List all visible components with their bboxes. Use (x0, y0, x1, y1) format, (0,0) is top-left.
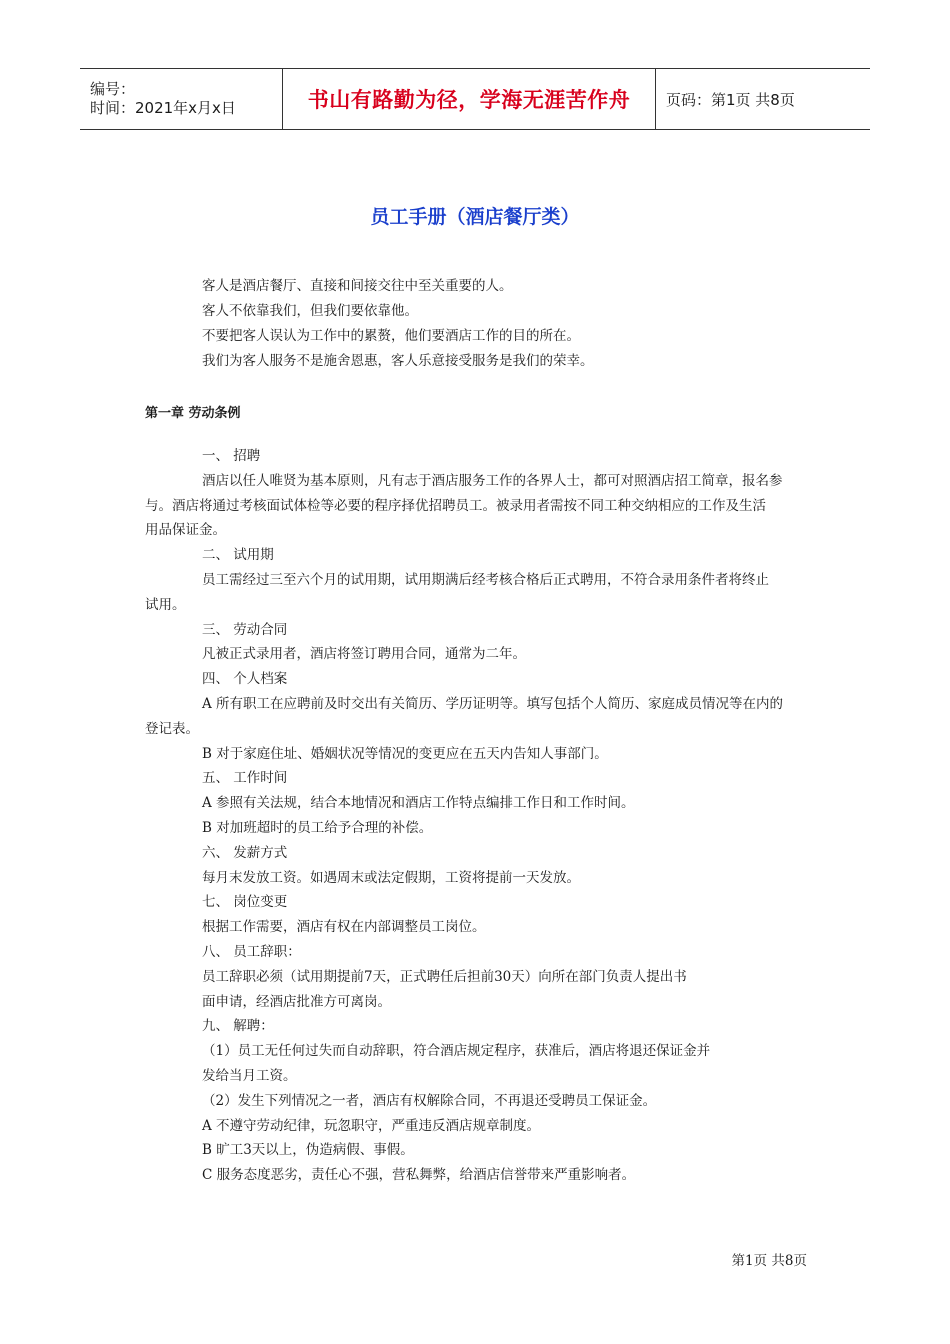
body-line: A 所有职工在应聘前及时交出有关简历、学历证明等。填写包括个人简历、家庭成员情况等在内的 (202, 695, 784, 712)
chapter-heading: 第一章 劳动条例 (145, 406, 241, 421)
body-line: 面申请，经酒店批准方可离岗。 (202, 993, 391, 1010)
body-line: 发给当月工资。 (202, 1067, 297, 1084)
header-page-info: 页码：第1页 共8页 (666, 90, 795, 109)
body-line: 员工需经过三至六个月的试用期，试用期满后经考核合格后正式聘用，不符合录用条件者将终止 (202, 571, 769, 588)
section-heading: 六、 发薪方式 (202, 844, 288, 861)
intro-section (202, 276, 594, 376)
section-heading: 九、 解聘： (202, 1018, 274, 1035)
body-line: 根据工作需要，酒店有权在内部调整员工岗位。 (202, 919, 486, 936)
body-line: B 旷工3天以上，伪造病假、事假。 (202, 1142, 414, 1159)
section-heading: 一、 招聘 (202, 448, 261, 464)
section-heading: 五、 工作时间 (202, 770, 288, 787)
page-header (80, 68, 870, 130)
document-title: 员工手册（酒店餐厅类） (370, 206, 580, 228)
page-footer: 第1页 共8页 (731, 1253, 807, 1269)
number-label: 编号： (90, 80, 136, 98)
section-heading: 八、 员工辞职： (202, 943, 301, 960)
body-line: 用品保证金。 (145, 522, 226, 539)
section-heading: 七、 岗位变更 (202, 894, 288, 911)
body-line: 登记表。 (145, 720, 199, 737)
chapter-body (145, 446, 810, 1190)
body-line: 凡被正式录用者，酒店将签订聘用合同，通常为二年。 (202, 646, 526, 663)
body-line: （1）员工无任何过失而自动辞职，符合酒店规定程序，获准后，酒店将退还保证金并 (202, 1043, 711, 1060)
section-heading: 二、 试用期 (202, 547, 274, 564)
body-line: 试用。 (145, 596, 186, 613)
body-line: 员工辞职必须（试用期提前7天，正式聘任后担前30天）向所在部门负责人提出书 (202, 968, 687, 985)
body-line: A 参照有关法规，结合本地情况和酒店工作特点编排工作日和工作时间。 (202, 795, 635, 812)
body-line: 酒店以任人唯贤为基本原则，凡有志于酒店服务工作的各界人士，都可对照酒店招工简章，报名参 (202, 472, 783, 489)
time-label: 时间：2021年x月x日 (90, 99, 236, 117)
section-heading: 三、 劳动合同 (202, 621, 288, 638)
section-heading: 四、 个人档案 (202, 671, 288, 688)
intro-line: 客人不依靠我们，但我们要依靠他。 (202, 303, 418, 319)
body-line: （2）发生下列情况之一者，酒店有权解除合同，不再退还受聘员工保证金。 (202, 1092, 657, 1109)
body-line: A 不遵守劳动纪律，玩忽职守，严重违反酒店规章制度。 (202, 1117, 541, 1134)
body-line: 每月末发放工资。如遇周末或法定假期，工资将提前一天发放。 (202, 869, 580, 886)
body-line: B 对加班超时的员工给予合理的补偿。 (202, 819, 433, 836)
intro-line: 我们为客人服务不是施舍恩惠，客人乐意接受服务是我们的荣幸。 (202, 353, 594, 369)
intro-line: 客人是酒店餐厅、直接和间接交往中至关重要的人。 (202, 278, 513, 294)
body-line: C 服务态度恶劣，责任心不强，营私舞弊，给酒店信誉带来严重影响者。 (202, 1167, 636, 1184)
header-meta (80, 69, 282, 129)
header-motto: 书山有路勤为径，学海无涯苦作舟 (282, 69, 656, 129)
body-line: B 对于家庭住址、婚姻状况等情况的变更应在五天内告知人事部门。 (202, 745, 608, 762)
intro-line: 不要把客人误认为工作中的累赘，他们要酒店工作的目的所在。 (202, 328, 580, 344)
body-line: 与。酒店将通过考核面试体检等必要的程序择优招聘员工。被录用者需按不同工种交纳相应的工作及生活 (145, 497, 766, 514)
